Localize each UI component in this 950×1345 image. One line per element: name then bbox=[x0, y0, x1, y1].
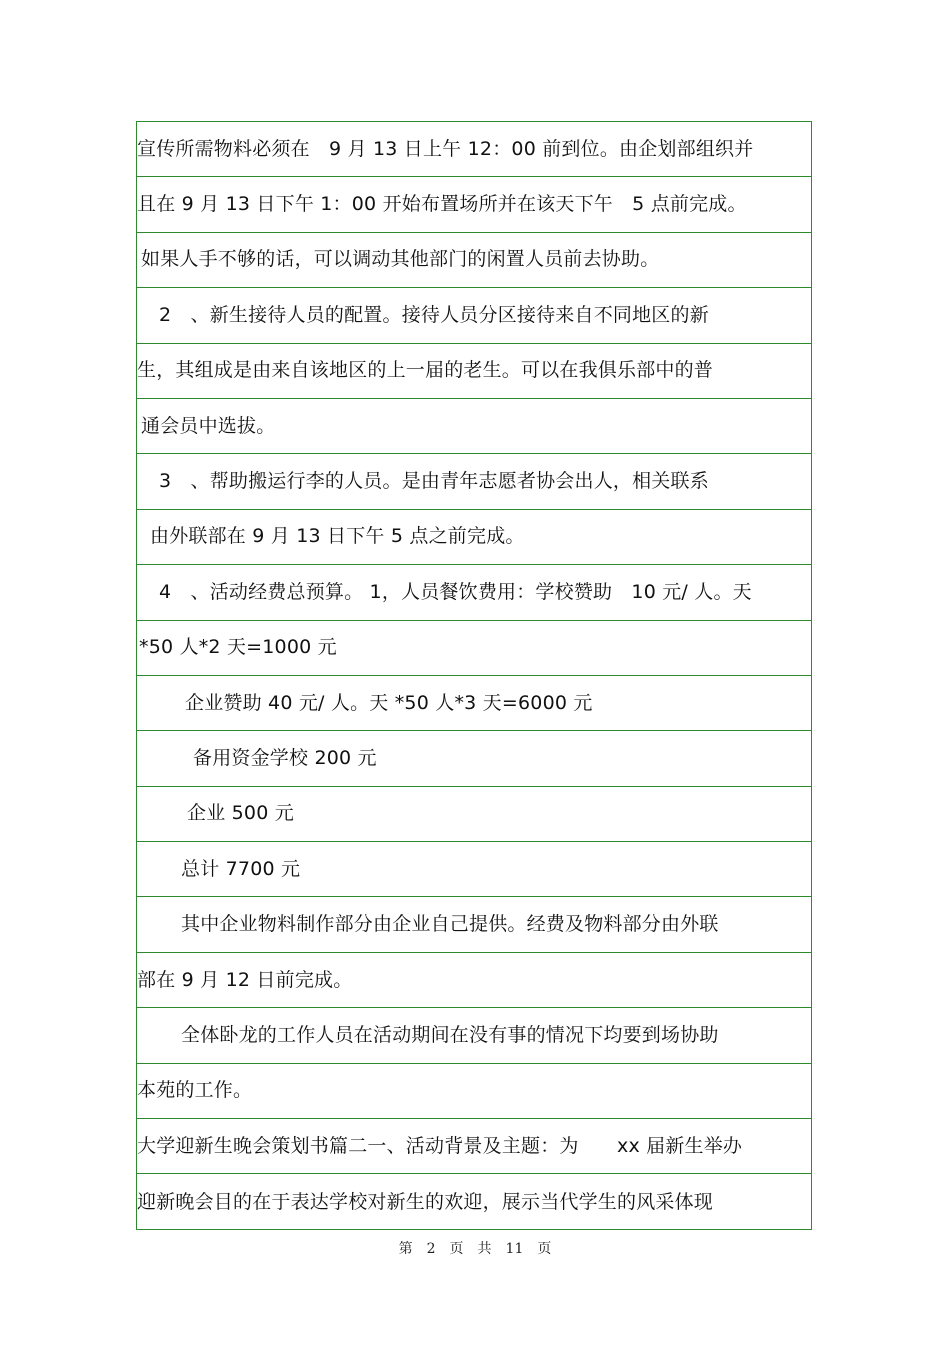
text-line bbox=[137, 787, 811, 842]
line-text: *50 人*2 天=1000 元 bbox=[139, 636, 337, 659]
line-text: 备用资金学校 200 元 bbox=[193, 746, 377, 769]
document-body bbox=[136, 121, 812, 1230]
text-line bbox=[137, 731, 811, 786]
text-line bbox=[137, 399, 811, 454]
line-text: 企业 500 元 bbox=[187, 802, 294, 825]
line-text: 如果人手不够的话，可以调动其他部门的闲置人员前去协助。 bbox=[141, 248, 660, 271]
line-text: 宣传所需物料必须在 9 月 13 日上午 12：00 前到位。由企划部组织并 bbox=[137, 137, 754, 160]
text-line bbox=[137, 565, 811, 620]
text-line bbox=[137, 122, 811, 177]
line-text: 4 、活动经费总预算。 1，人员餐饮费用：学校赞助 10 元/ 人。天 bbox=[159, 580, 752, 603]
line-text: 迎新晚会目的在于表达学校对新生的欢迎，展示当代学生的风采体现 bbox=[137, 1190, 714, 1213]
line-text: 其中企业物料制作部分由企业自己提供。经费及物料部分由外联 bbox=[181, 913, 719, 936]
line-text: 且在 9 月 13 日下午 1：00 开始布置场所并在该天下午 5 点前完成。 bbox=[137, 193, 747, 216]
text-line bbox=[137, 288, 811, 343]
text-line bbox=[137, 510, 811, 565]
line-text: 由外联部在 9 月 13 日下午 5 点之前完成。 bbox=[150, 525, 525, 548]
text-line bbox=[137, 621, 811, 676]
text-line bbox=[137, 1174, 811, 1229]
line-text: 总计 7700 元 bbox=[181, 857, 301, 880]
text-line bbox=[137, 1119, 811, 1174]
text-line bbox=[137, 344, 811, 399]
text-line bbox=[137, 842, 811, 897]
line-text: 大学迎新生晚会策划书篇二一、活动背景及主题：为 xx 届新生举办 bbox=[137, 1134, 743, 1157]
line-text: 2 、新生接待人员的配置。接待人员分区接待来自不同地区的新 bbox=[159, 303, 709, 326]
line-text: 生，其组成是由来自该地区的上一届的老生。可以在我俱乐部中的普 bbox=[137, 359, 714, 382]
line-text: 全体卧龙的工作人员在活动期间在没有事的情况下均要到场协助 bbox=[181, 1023, 719, 1046]
text-line bbox=[137, 454, 811, 509]
text-line bbox=[137, 897, 811, 952]
line-text: 3 、帮助搬运行李的人员。是由青年志愿者协会出人，相关联系 bbox=[159, 470, 709, 493]
line-text: 部在 9 月 12 日前完成。 bbox=[137, 968, 353, 991]
line-text: 本苑的工作。 bbox=[137, 1079, 253, 1102]
line-text: 通会员中选拔。 bbox=[141, 414, 276, 437]
text-line bbox=[137, 1064, 811, 1119]
text-line bbox=[137, 1008, 811, 1063]
text-line bbox=[137, 233, 811, 288]
text-line bbox=[137, 177, 811, 232]
page-number-footer: 第 2 页 共 11 页 bbox=[398, 1241, 552, 1257]
line-text: 企业赞助 40 元/ 人。天 *50 人*3 天=6000 元 bbox=[185, 691, 593, 714]
text-line bbox=[137, 953, 811, 1008]
text-line bbox=[137, 676, 811, 731]
